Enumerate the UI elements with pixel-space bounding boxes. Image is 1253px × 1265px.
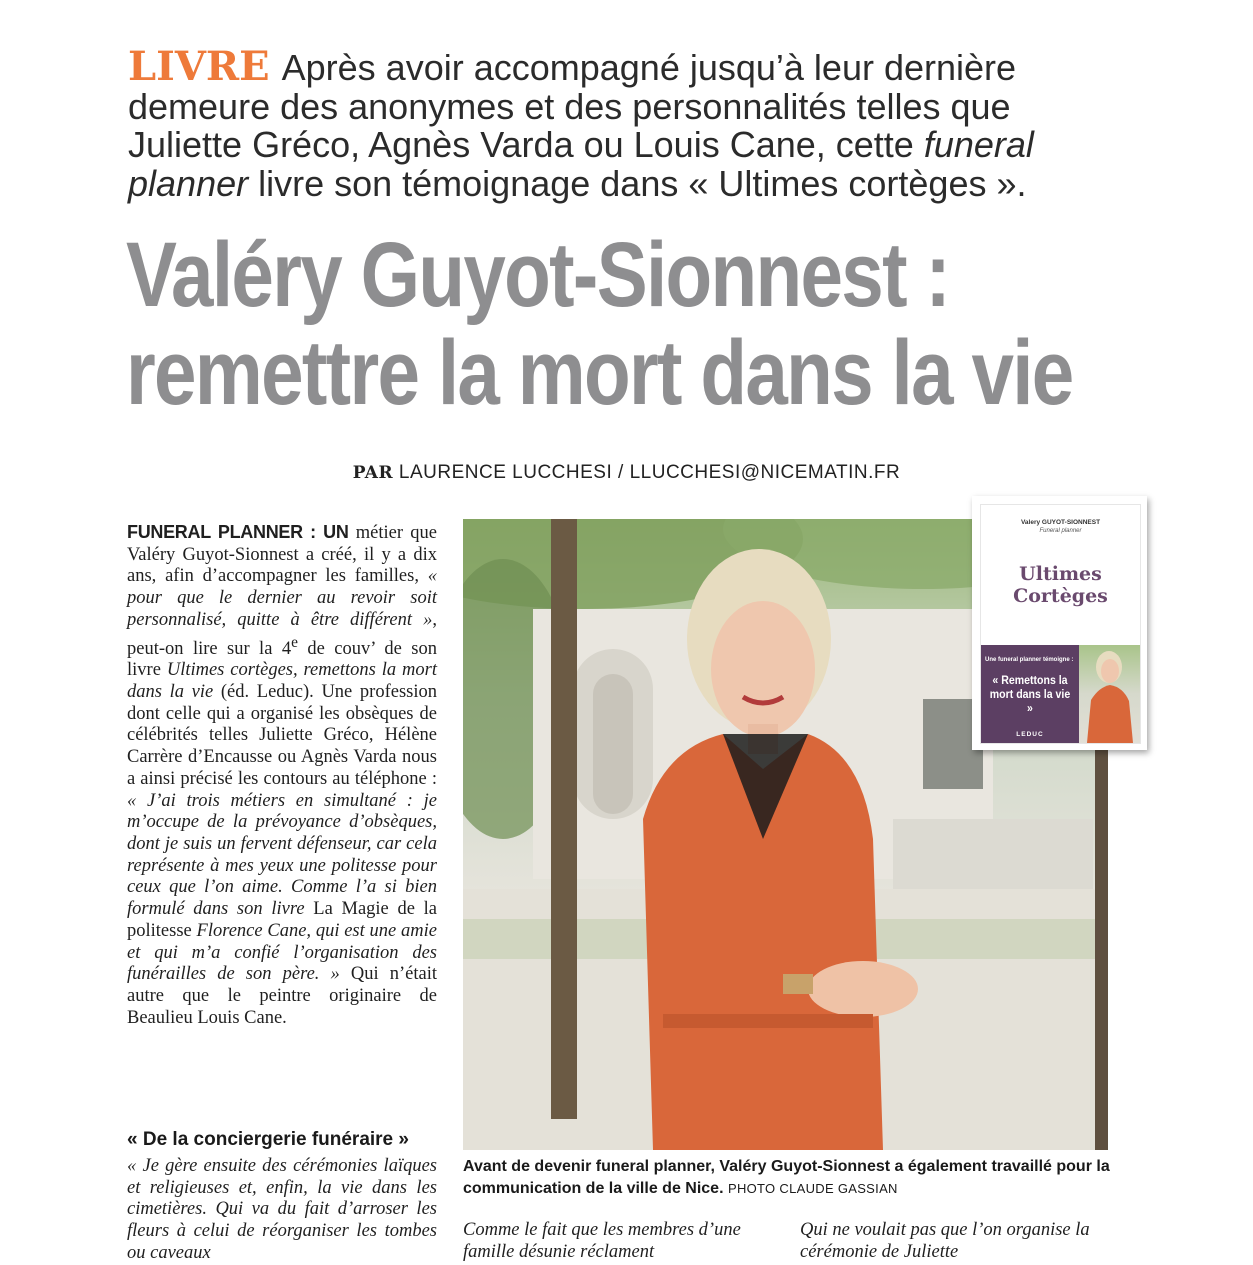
book-title	[981, 563, 1140, 607]
caption-text: Avant de devenir funeral planner, Valéry Guyot-Sionnest a également travaillé pour la communication de la ville de Nice.	[463, 1158, 1110, 1197]
photo-credit: PHOTO CLAUDE GASSIAN	[727, 1181, 898, 1196]
byline-text: LAURENCE LUCCHESI / LLUCCHESI@NICEMATIN.FR	[398, 462, 901, 483]
col1-quote-1: « pour que le dernier au revoir soit personnalisé, quitte à être différent »	[127, 566, 437, 630]
col1-text-3: de couv’ de son livre	[127, 638, 437, 681]
headline-line-1: Valéry Guyot-Sionnest :	[126, 224, 950, 326]
col1-book-title: Ultimes cortèges, remettons la mort dans la vie	[127, 660, 437, 703]
byline	[0, 462, 1253, 484]
col1-superscript: e	[291, 633, 298, 651]
intro-text-1: Après avoir accompagné jusqu’à leur dernière demeure des anonymes et des personnalités telles que Juliette Gréco, Agnès Varda ou Louis Cane, cette	[128, 47, 1017, 165]
col1-quote-2: « J’ai trois métiers en simultané : je m’occupe de la prévoyance d’obsèques, dont je suis un fervent défenseur, car cela représente à mes yeux une politesse pour ceux que l’on aime. Comme l’a si bien formulé dans son livre	[127, 790, 437, 920]
article-column-1-continued: « Je gère ensuite des cérémonies laïques et religieuses et, enfin, la vie dans les cimetières. Qui va du fait d’arroser les fleurs à celui de réorganiser les tombes ou caveaux	[127, 1156, 437, 1263]
book-cover	[972, 496, 1147, 750]
headline-line-2: remettre la mort dans la vie	[126, 322, 1073, 424]
intro-paragraph	[128, 43, 1128, 204]
photo-caption	[463, 1156, 1113, 1200]
book-author: Valery GUYOT-SIONNEST	[1020, 519, 1101, 526]
subhead: « De la conciergerie funéraire »	[127, 1129, 409, 1150]
intro-text-2: livre son témoignage dans « Ultimes cortèges ».	[248, 162, 1027, 204]
article-column-1	[127, 522, 437, 1029]
book-band-title: « Remettons la mort dans la vie »	[989, 673, 1071, 715]
rubric-label: LIVRE	[128, 43, 270, 90]
intro-text-italic: funeral planner	[128, 124, 1034, 204]
book-title-line-1: Ultimes	[1019, 563, 1102, 585]
headline	[126, 224, 1073, 424]
col1-text-6: Qui n’était autre que le peintre originaire de Beaulieu Louis Cane.	[127, 964, 437, 1028]
col1-quote-3: Florence Cane, qui est une amie et qui m’a confié l’organisation des funérailles de son père. »	[127, 920, 437, 985]
col1-text-1: métier que Valéry Guyot-Sionnest a créé, il y a dix ans, afin d’accompagner les familles,	[127, 523, 437, 587]
article-column-2: Comme le fait que les membres d’une famille désunie réclament	[463, 1220, 741, 1262]
book-title-line-2: Cortèges	[1013, 585, 1108, 607]
book-publisher: LEDUC	[1016, 731, 1044, 738]
col1-text-2: , peut-on lire sur la 4	[127, 609, 437, 659]
book-band-subtitle: Une funeral planner témoigne :	[985, 657, 1074, 663]
byline-prefix: PAR	[352, 463, 394, 483]
article-column-3: Qui ne voulait pas que l’on organise la cérémonie de Juliette	[800, 1220, 1090, 1262]
book-cover-photo	[1079, 645, 1140, 743]
book-role: Funeral planner	[1039, 528, 1082, 534]
book-band	[981, 645, 1079, 743]
col1-text-4: (éd. Leduc). Une profession dont celle qui a organisé les obsèques de célébrités telles Juliette Gréco, Hélène Carrère d’Encausse ou Agnès Varda nous a ainsi précisé les contours au téléphone :	[127, 682, 437, 789]
book-cover-photo-illustration	[1079, 645, 1140, 743]
lead-in: FUNERAL PLANNER : UN	[127, 522, 349, 542]
book-cover-inner	[980, 504, 1141, 744]
col1-text-5: La Magie de la politesse	[127, 899, 437, 941]
